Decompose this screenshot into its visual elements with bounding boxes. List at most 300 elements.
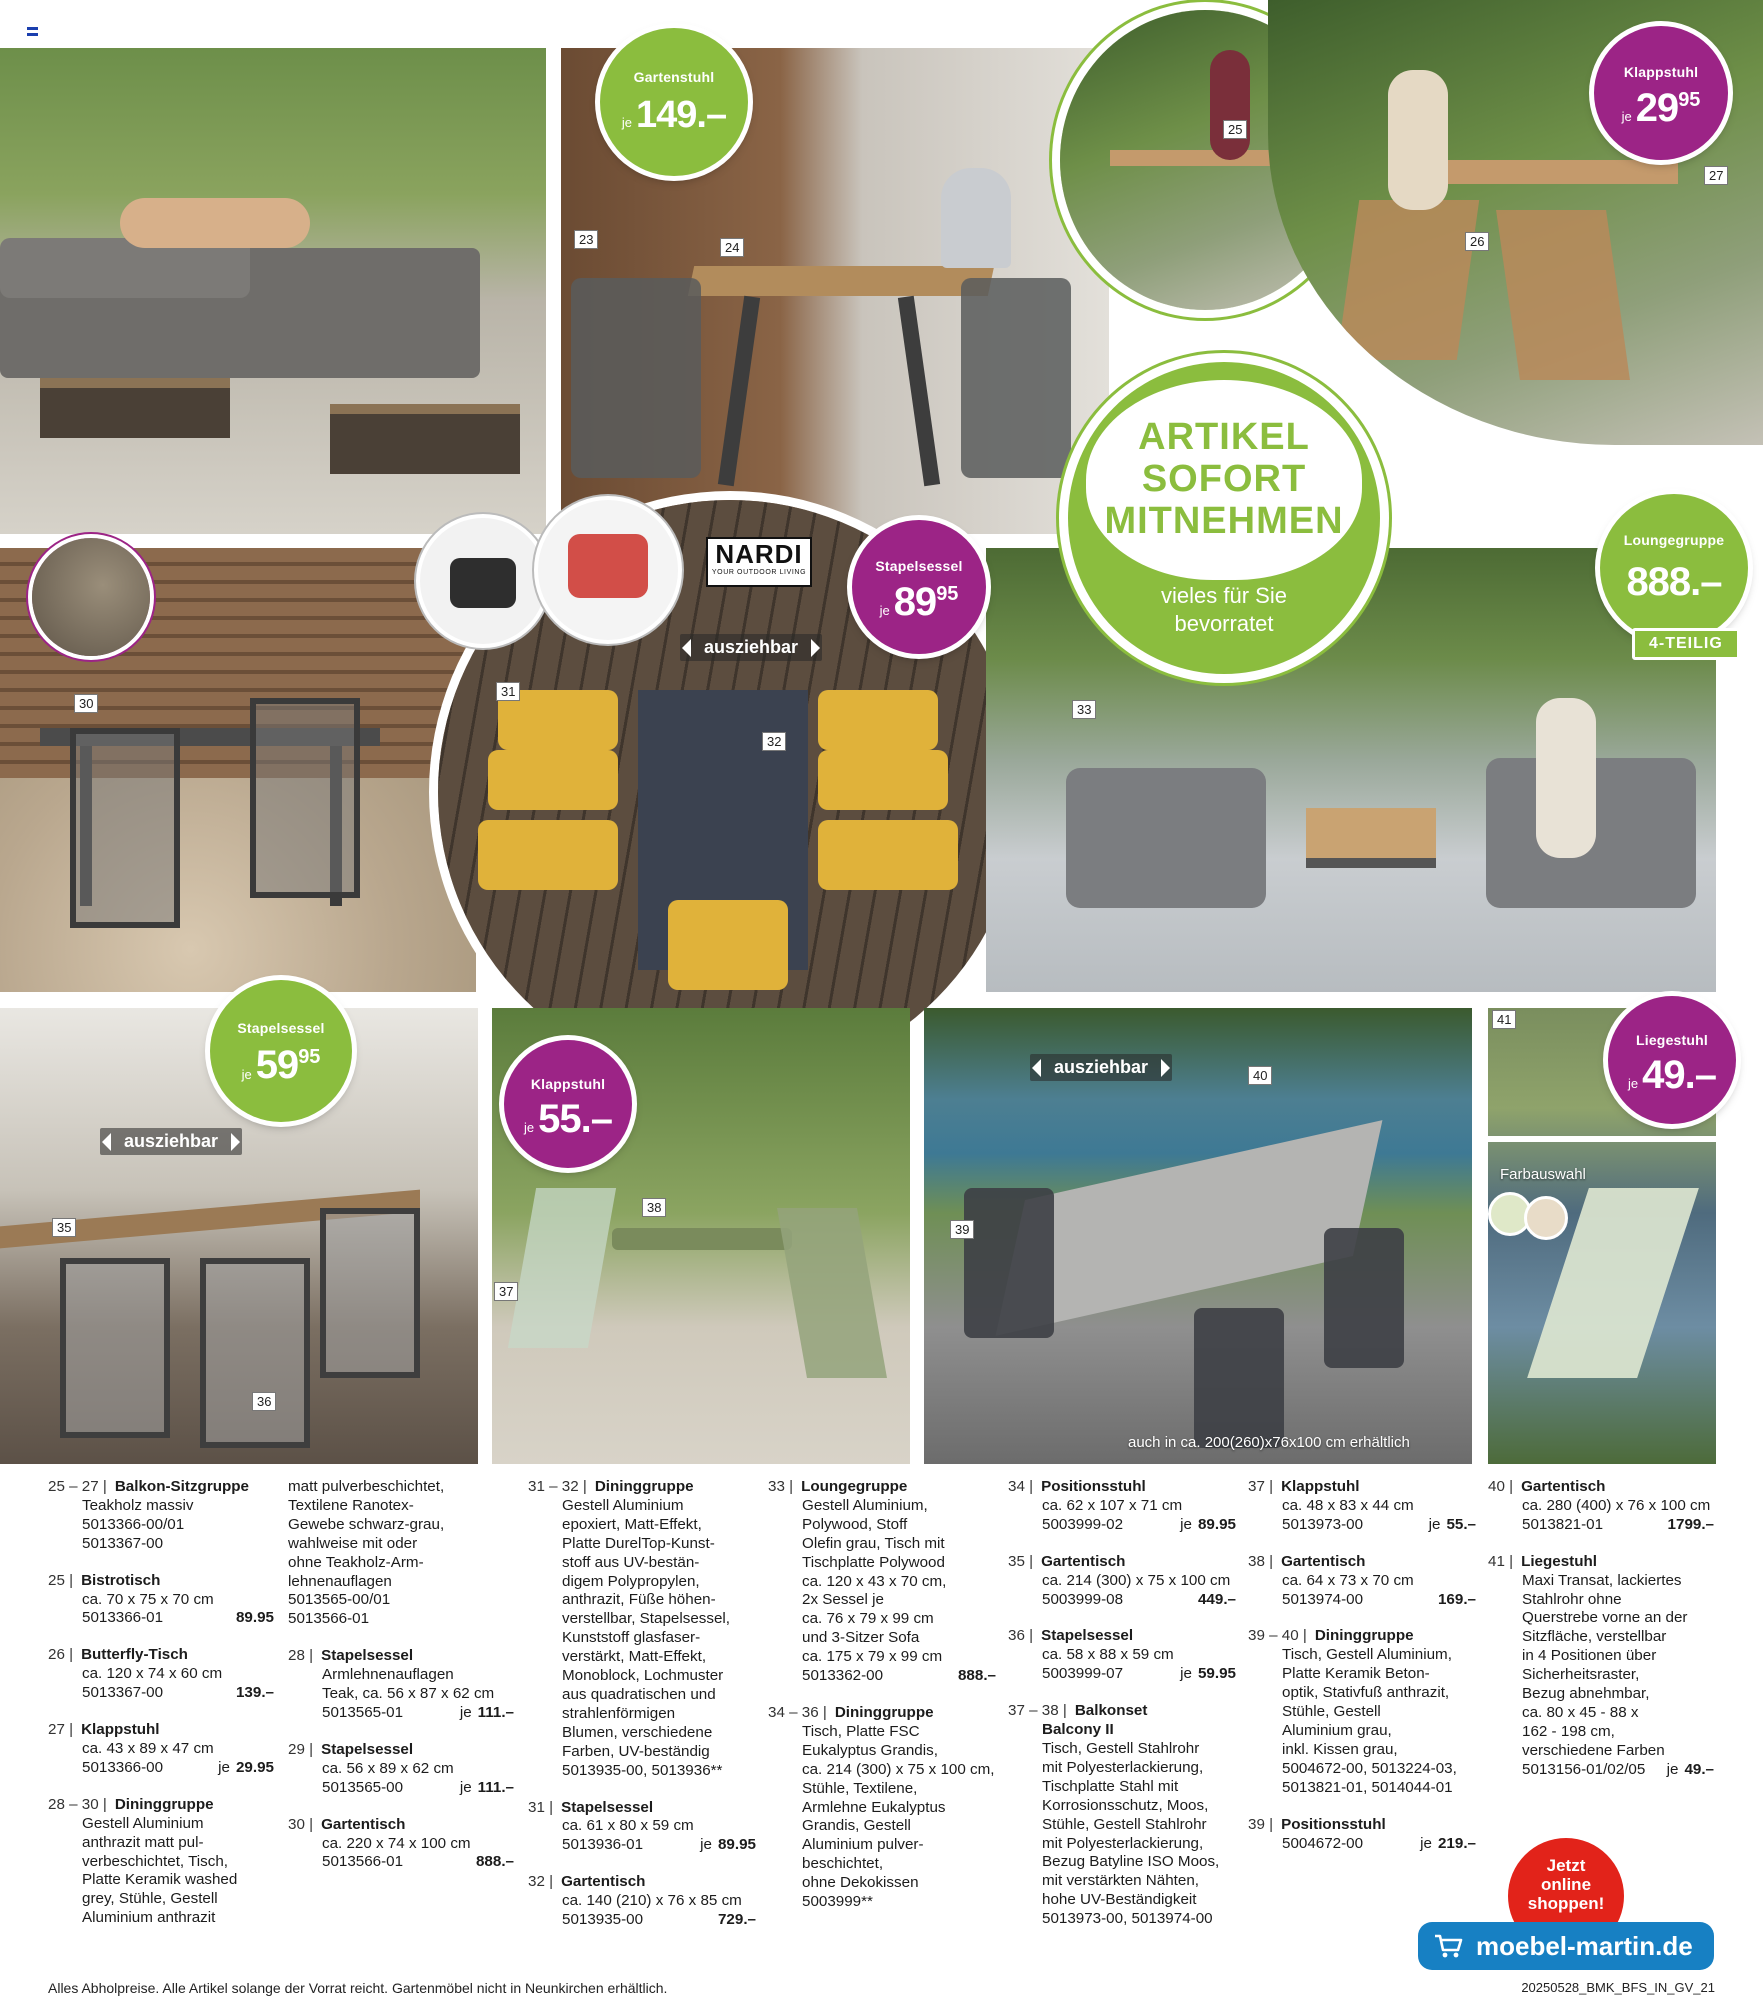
badge-cents: 95 [298,1046,321,1069]
product-detail-line [1248,1703,1476,1722]
product-detail-text: ca. 61 x 80 x 59 cm [562,1817,694,1835]
product-detail-text: Gestell Aluminium [82,1814,204,1832]
badge-euros: 89 [893,579,937,624]
product-title: Liegestuhl [1521,1552,1598,1570]
product-entry [1248,1553,1476,1610]
product-detail-line [528,1911,756,1930]
product-detail-text: Farben, UV-beständig [562,1742,710,1760]
footer-code: 20250528_BMK_BFS_IN_GV_21 [1521,1980,1715,1995]
price-value: 888.– [957,1667,996,1685]
product-heading [1248,1478,1476,1497]
product-detail-text: 5013935-00 [562,1911,644,1929]
product-entry [48,1478,274,1554]
product-detail-text: 5003999** [802,1893,873,1911]
photo-tabletop-closeup-circle [32,538,150,656]
product-detail-text: 5013366-01 [82,1609,164,1627]
product-title: Klappstuhl [81,1721,160,1739]
product-detail-line [528,1743,756,1762]
number-tag: 35 [52,1218,76,1237]
product-title: Positionsstuhl [1281,1815,1386,1833]
product-detail-line [528,1705,756,1724]
product-detail-text: stoff aus UV-bestän- [562,1553,700,1571]
product-price [460,1779,514,1798]
product-detail-text: Tisch, Gestell Stahlrohr [1042,1739,1200,1757]
product-heading [1248,1627,1476,1646]
product-detail-line [1008,1797,1236,1816]
number-tag: 25 [1223,120,1247,139]
product-detail-line [48,1740,274,1759]
promo-line3: MITNEHMEN [1104,500,1344,542]
cta-line2: online [1540,1875,1592,1894]
number-tag: 39 [950,1220,974,1239]
product-detail-text: ca. 80 x 45 - 88 x [1522,1703,1639,1721]
product-detail-line [528,1724,756,1743]
product-detail-line [768,1799,996,1818]
product-detail-text: Platte DurelTop-Kunst- [562,1534,715,1552]
product-detail-line [528,1686,756,1705]
product-number: 33 | [768,1478,794,1495]
product-detail-line [1008,1646,1236,1665]
product-detail-text: ca. 43 x 89 x 47 cm [82,1739,214,1757]
product-detail-text: ca. 175 x 79 x 99 cm [802,1648,943,1666]
badge-stapelsessel-low [210,980,352,1122]
product-detail-line [528,1817,756,1836]
product-number: 29 | [288,1740,314,1758]
product-detail-line [1008,1872,1236,1891]
product-detail-line [528,1516,756,1535]
product-detail-line [1008,1665,1236,1684]
product-detail-text: Teak, ca. 56 x 87 x 62 cm [322,1685,495,1703]
product-number: 25 – 27 | [48,1478,107,1495]
price-value: 139.– [235,1684,274,1702]
product-heading [528,1799,756,1818]
product-heading [288,1647,514,1666]
product-detail-text: Stühle, Textilene, [802,1779,918,1797]
product-number: 32 | [528,1873,554,1891]
product-detail-text: Stahlrohr ohne [1522,1590,1622,1608]
price-je: je [459,1703,472,1721]
product-detail-line [1488,1497,1714,1516]
product-detail-line [1488,1666,1714,1685]
product-detail-text: ca. 120 x 74 x 60 cm [82,1665,223,1683]
product-heading [288,1816,514,1835]
product-detail-line [528,1836,756,1855]
product-detail-text: Armlehne Eukalyptus [802,1798,946,1816]
product-entry [48,1646,274,1703]
promo-line2: SOFORT [1141,458,1307,500]
product-detail-text: ca. 70 x 75 x 70 cm [82,1590,214,1608]
product-detail-text: 5013974-00 [1282,1590,1364,1608]
product-number: 40 | [1488,1478,1514,1495]
product-entry [48,1721,274,1778]
number-tag: 26 [1465,232,1489,251]
product-number: 26 | [48,1646,74,1664]
badge-label: Klappstuhl [530,1075,606,1092]
product-entry [1248,1478,1476,1535]
product-detail-line [768,1535,996,1554]
product-number: 34 – 36 | [768,1703,827,1721]
listing-column-1 [48,1478,274,1946]
product-detail-text: optik, Stativfuß anthrazit, [1282,1684,1450,1702]
product-detail-line [768,1742,996,1761]
product-price [718,1911,756,1930]
product-detail-text: verbeschichtet, Tisch, [82,1852,229,1870]
price-je: je [1180,1665,1192,1683]
product-detail-text: 5013366-00/01 [82,1515,185,1533]
badge-je: je [524,1120,535,1136]
product-detail-text: ca. 214 (300) x 75 x 100 cm, [802,1760,995,1778]
product-detail-text: digem Polypropylen, [562,1572,700,1590]
product-detail-line [1008,1516,1236,1535]
shop-url-button[interactable] [1418,1922,1714,1970]
badge-label: Stapelsessel [237,1019,325,1036]
farbauswahl-label: Farbauswahl [1500,1166,1586,1183]
badge-price [210,1043,352,1088]
product-detail-line [528,1554,756,1573]
product-detail-text: ca. 62 x 107 x 71 cm [1042,1496,1183,1514]
product-detail-text: 162 - 198 cm, [1522,1722,1615,1740]
product-detail-text: 5003999-08 [1042,1590,1124,1608]
ausziehbar-label-nardi: ausziehbar [680,634,822,661]
product-detail-text: Monoblock, Lochmuster [562,1667,724,1685]
product-title: Butterfly-Tisch [81,1646,188,1664]
product-detail-line [1488,1572,1714,1591]
product-detail-text: 5013973-00, 5013974-00 [1042,1910,1213,1928]
product-detail-line [768,1516,996,1535]
product-title: Dininggruppe [1314,1627,1414,1645]
product-detail-text: 5013936-01 [562,1836,644,1854]
badge-label: Liegestuhl [1635,1031,1708,1048]
promo-circle [1068,362,1380,674]
product-detail-line [528,1648,756,1667]
product-detail-line [1008,1778,1236,1797]
product-detail-line [768,1761,996,1780]
price-je: je [1420,1834,1432,1852]
product-detail-text: Platte Keramik Beton- [1282,1665,1430,1683]
product-title: Gartentisch [1521,1478,1606,1495]
product-detail-text: 5013362-00 [802,1667,884,1685]
product-detail-line [1008,1497,1236,1516]
badge-cents: 95 [936,582,959,605]
product-detail-line [288,1497,514,1516]
badge-label: Stapelsessel [875,557,963,574]
product-detail-line [528,1591,756,1610]
product-price [476,1853,514,1872]
product-detail-text: Blumen, verschiedene [562,1723,713,1741]
product-entry [768,1478,996,1686]
product-detail-text: Grandis, Gestell [802,1817,911,1835]
product-title: Balkonset [1074,1702,1148,1720]
product-detail-line [288,1704,514,1723]
product-entry [48,1796,274,1928]
product-detail-line [768,1874,996,1893]
product-title: Gartentisch [1041,1552,1126,1570]
product-detail-text: 5013366-00 [82,1758,164,1776]
badge-euros: 59 [255,1043,299,1088]
product-detail-text: 5003999-02 [1042,1515,1124,1533]
photo-chair-black-circle [420,518,546,644]
product-detail-text: 5013367-00 [82,1534,164,1552]
product-detail-line [768,1817,996,1836]
badge-klappstuhl-top [1594,26,1728,160]
product-price [218,1759,274,1778]
product-detail-line [48,1535,274,1554]
product-detail-text: ca. 56 x 89 x 62 cm [322,1759,454,1777]
shop-url-text: moebel-martin.de [1476,1931,1693,1961]
product-detail-text: epoxiert, Matt-Effekt, [562,1515,702,1533]
product-detail-line [528,1892,756,1911]
number-tag: 30 [74,694,98,713]
product-detail-line [528,1762,756,1781]
listing-column-3 [528,1478,756,1948]
product-detail-text: ohne Dekokissen [802,1874,919,1892]
product-price [1667,1761,1714,1780]
product-detail-line [288,1591,514,1610]
product-detail-text: 5013821-01 [1522,1515,1604,1533]
product-heading [1488,1553,1714,1572]
product-detail-text: Sitzfläche, verstellbar [1522,1628,1667,1646]
product-detail-text: Stühle, Gestell Stahlrohr [1042,1815,1207,1833]
product-detail-text: und 3-Sitzer Sofa [802,1629,920,1647]
product-title: Klappstuhl [1281,1478,1360,1495]
product-price [958,1667,996,1686]
product-detail-line [768,1723,996,1742]
badge-amount: 149.– [636,94,727,137]
product-detail-line [1488,1516,1714,1535]
product-detail-line [48,1684,274,1703]
product-detail-text: ca. 140 (210) x 76 x 85 cm [562,1892,742,1910]
product-detail-line [1488,1723,1714,1742]
badge-price [1608,1052,1736,1097]
product-heading [48,1796,274,1815]
product-detail-line [288,1478,514,1497]
product-detail-line [288,1853,514,1872]
product-detail-line [48,1497,274,1516]
product-detail-text: ca. 214 (300) x 75 x 100 cm [1042,1571,1231,1589]
product-detail-text: ca. 220 x 74 x 100 cm [322,1834,471,1852]
badge-liegestuhl [1608,996,1736,1124]
product-detail-text: Stühle, Gestell [1282,1703,1381,1721]
promo-inner [1086,380,1362,580]
product-number: 27 | [48,1721,74,1739]
price-value: 89.95 [1197,1515,1236,1533]
product-detail-line [48,1853,274,1872]
color-swatch-beige[interactable] [1524,1196,1568,1240]
product-detail-line [1008,1835,1236,1854]
product-detail-text: 2x Sessel je [802,1591,884,1609]
product-detail-line [288,1554,514,1573]
product-detail-line [1008,1572,1236,1591]
product-detail-text: wahlweise mit oder [288,1534,418,1552]
product-detail-text: 5003999-07 [1042,1665,1124,1683]
product-detail-text: in 4 Positionen über [1522,1647,1657,1665]
product-detail-line [1488,1647,1714,1666]
product-detail-line [288,1685,514,1704]
badge-price [852,579,986,624]
product-number: 39 – 40 | [1248,1627,1307,1645]
product-title: Gartentisch [561,1873,646,1891]
tag-4-teilig: 4-TEILIG [1632,628,1740,660]
product-detail-text: 5013156-01/02/05 [1522,1760,1646,1778]
product-heading [528,1873,756,1892]
product-detail-line [768,1591,996,1610]
product-detail-line [48,1909,274,1928]
product-detail-line [48,1516,274,1535]
product-detail-line [288,1835,514,1854]
product-detail-line [768,1573,996,1592]
product-detail-line [1488,1628,1714,1647]
product-detail-line [1488,1704,1714,1723]
product-detail-text: 5013565-00/01 [288,1591,391,1609]
product-detail-text: ca. 76 x 79 x 99 cm [802,1610,934,1628]
product-detail-line [1248,1591,1476,1610]
product-detail-text: 5013821-01, 5014044-01 [1282,1778,1453,1796]
listing-column-4 [768,1478,996,1930]
product-detail-text: ca. 48 x 83 x 44 cm [1282,1496,1414,1514]
badge-je: je [241,1066,252,1082]
product-detail-line [1248,1684,1476,1703]
product-number: 31 | [528,1798,554,1816]
product-detail-line [1008,1910,1236,1929]
product-detail-line [1488,1591,1714,1610]
product-entry [288,1816,514,1873]
nardi-logo-name: NARDI [715,539,803,569]
product-price [460,1704,514,1723]
product-detail-line [48,1609,274,1628]
product-detail-text: Sicherheitsraster, [1522,1666,1640,1684]
product-title: Dininggruppe [114,1795,214,1813]
product-detail-line [48,1890,274,1909]
price-je: je [459,1778,472,1796]
product-detail-text: ca. 120 x 43 x 70 cm, [802,1572,947,1590]
product-price [700,1836,756,1855]
product-detail-text: Kunststoff glasfaser- [562,1629,701,1647]
product-number: 31 – 32 | [528,1478,587,1495]
ausziehbar-label-pool: ausziehbar [1030,1054,1172,1081]
footer-disclaimer: Alles Abholpreise. Alle Artikel solange der Vorrat reicht. Gartenmöbel nicht in Neunkirchen erhältlich. [48,1980,668,1996]
product-detail-text: 5013935-00, 5013936** [562,1761,723,1779]
number-tag: 40 [1248,1066,1272,1085]
pool-caption: auch in ca. 200(260)x76x100 cm erhältlich [1128,1434,1410,1451]
product-detail-text: 5013973-00 [1282,1515,1364,1533]
product-entry [1488,1553,1714,1780]
product-detail-line [1008,1591,1236,1610]
product-entry [768,1704,996,1912]
product-entry [48,1572,274,1629]
price-value: 111.– [477,1778,514,1796]
product-title: Dininggruppe [834,1703,934,1721]
nardi-logo-tagline: YOUR OUTDOOR LIVING [711,569,807,576]
badge-label: Loungegruppe [1623,532,1725,549]
badge-price [600,94,748,137]
product-detail-text: lehnenauflagen [288,1572,392,1590]
ausziehbar-label-dining: ausziehbar [100,1128,242,1155]
photo-lounge-terrace [0,48,546,534]
product-detail-text: 5004672-00, 5013224-03, [1282,1759,1457,1777]
product-detail-line [48,1815,274,1834]
product-detail-line [528,1667,756,1686]
product-detail-line [288,1610,514,1629]
product-heading [1008,1702,1236,1721]
number-tag: 38 [642,1198,666,1217]
product-number: 37 | [1248,1478,1274,1495]
product-title: Gartentisch [321,1815,406,1833]
price-value: 219.– [1437,1834,1476,1852]
badge-amount: 55.– [538,1096,612,1141]
product-detail-text: Maxi Transat, lackiertes [1522,1571,1682,1589]
product-detail-text: aus quadratischen und [562,1685,716,1703]
product-heading [48,1646,274,1665]
product-detail-text: Gestell Aluminium [562,1496,684,1514]
badge-label: Klappstuhl [1623,63,1699,80]
price-je: je [1666,1760,1679,1778]
badge-je: je [621,115,633,131]
listing-column-5 [1008,1478,1236,1947]
product-heading [1488,1478,1714,1497]
product-detail-line [288,1779,514,1798]
product-heading [528,1478,756,1497]
country-flag-icon [27,27,38,36]
product-detail-text: Bezug abnehmbar, [1522,1685,1650,1703]
badge-amount: 888.– [1626,560,1722,605]
product-detail-text: verstellbar, Stapelsessel, [562,1610,730,1628]
product-detail-text: matt pulverbeschichtet, [288,1478,445,1495]
product-detail-text: Teakholz massiv [82,1496,194,1514]
product-detail-line [288,1516,514,1535]
product-detail-line [288,1666,514,1685]
product-detail-text: Polywood, Stoff [802,1515,908,1533]
product-title: Balkon-Sitzgruppe [114,1478,250,1495]
product-detail-text: Textilene Ranotex- [288,1496,414,1514]
product-detail-line [768,1610,996,1629]
badge-stapelsessel-mid [852,520,986,654]
price-value: 169.– [1437,1590,1476,1608]
badge-price [1594,85,1728,130]
price-value: 59.95 [1197,1665,1236,1683]
product-number: 30 | [288,1815,314,1833]
product-detail-line [1248,1722,1476,1741]
product-detail-line [1248,1835,1476,1854]
product-detail-line [1248,1497,1476,1516]
product-detail-text: Eukalyptus Grandis, [802,1741,938,1759]
product-number: 34 | [1008,1478,1034,1495]
product-detail-text: ohne Teakholz-Arm- [288,1553,424,1571]
product-detail-text: Platte Keramik washed [82,1871,238,1889]
product-detail-line [528,1610,756,1629]
number-tag: 41 [1492,1010,1516,1029]
product-detail-line [768,1497,996,1516]
product-detail-line [1248,1779,1476,1798]
product-detail-text: verstärkt, Matt-Effekt, [562,1648,707,1666]
price-value: 49.– [1684,1760,1714,1778]
number-tag: 24 [720,238,744,257]
product-detail-text: Bezug Batyline ISO Moos, [1042,1853,1220,1871]
price-value: 888.– [475,1853,514,1871]
product-title: Stapelsessel [1041,1627,1134,1645]
product-price [236,1609,274,1628]
number-tag: 32 [762,732,786,751]
product-heading [768,1478,996,1497]
product-price [1438,1591,1476,1610]
product-price [1668,1516,1714,1535]
product-heading [288,1741,514,1760]
product-entry [528,1478,756,1781]
product-detail-line [1008,1853,1236,1872]
product-detail-text: Gestell Aluminium, [802,1496,928,1514]
price-je: je [1428,1515,1441,1533]
photo-chair-red-circle [538,500,678,640]
product-heading [768,1704,996,1723]
